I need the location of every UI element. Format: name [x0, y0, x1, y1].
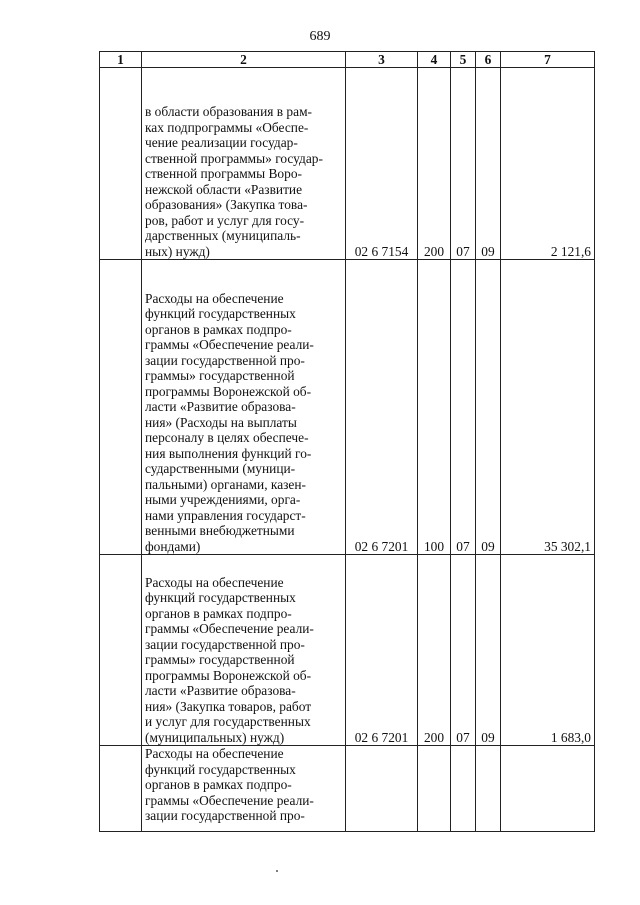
expense-type-cell	[418, 746, 451, 832]
description-line: Расходы на обеспечение	[145, 574, 284, 590]
description-line: органов в рамках подпро-	[145, 777, 292, 792]
table-row	[100, 260, 595, 555]
description-line: и услуг для государственных	[145, 714, 311, 729]
description-line: нами управления государст-	[145, 507, 306, 523]
description-line: граммы» государственной	[145, 368, 295, 383]
row-number-cell	[100, 746, 142, 832]
column-header-7: 7	[501, 52, 595, 68]
page-number: 689	[309, 29, 331, 44]
description-line: нежской области «Развитие	[145, 181, 303, 197]
description-line: сударственными (муници-	[145, 461, 296, 476]
description-line: чение реализации государ-	[145, 135, 298, 150]
description-cell	[142, 260, 346, 555]
expense-type-cell: 200	[418, 68, 451, 260]
description-line: функций государственных	[145, 590, 296, 605]
description-line: ственной программы» государ-	[145, 150, 323, 166]
row-number-cell	[100, 555, 142, 746]
table-row	[100, 68, 595, 260]
description-cell	[142, 68, 346, 260]
description-line: органов в рамках подпро-	[145, 321, 292, 337]
subsection-cell	[476, 746, 501, 832]
expense-type-cell: 200	[418, 555, 451, 746]
description-line: образования» (Закупка това-	[145, 197, 308, 212]
description-line: венными внебюджетными	[145, 523, 295, 538]
description-line: функций государственных	[145, 761, 296, 777]
description-line: ров, работ и услуг для госу-	[145, 212, 305, 228]
table-row	[100, 746, 595, 832]
description-line: программы Воронежской об-	[145, 667, 312, 683]
description-line: программы Воронежской об-	[145, 383, 312, 399]
description-line: органов в рамках подпро-	[145, 605, 292, 621]
column-header-2: 2	[142, 52, 346, 68]
section-cell: 07	[451, 260, 476, 555]
description-line: в области образования в рам-	[145, 104, 313, 119]
target-article-cell: 02 6 7154	[346, 68, 418, 260]
amount-cell: 2 121,6	[501, 68, 595, 260]
budget-table	[99, 51, 595, 832]
amount-cell	[501, 746, 595, 832]
section-cell	[451, 746, 476, 832]
description-cell	[142, 746, 346, 832]
subsection-cell: 09	[476, 68, 501, 260]
description-line: ния» (Закупка товаров, работ	[145, 698, 312, 714]
description-cell	[142, 555, 346, 746]
description-line: ния» (Расходы на выплаты	[145, 414, 297, 430]
scan-speck	[276, 870, 278, 872]
table-row	[100, 555, 595, 746]
column-header-1: 1	[100, 52, 142, 68]
description-line: граммы «Обеспечение реали-	[145, 621, 314, 636]
subsection-cell: 09	[476, 555, 501, 746]
description-line: ния выполнения функций го-	[145, 445, 312, 461]
description-line: фондами)	[145, 538, 201, 554]
column-header-4: 4	[418, 52, 451, 68]
description-line: ных) нужд)	[145, 243, 210, 259]
description-line: Расходы на обеспечение	[145, 290, 284, 306]
target-article-cell	[346, 746, 418, 832]
amount-cell: 1 683,0	[501, 555, 595, 746]
description-line: дарственных (муниципаль-	[145, 228, 301, 243]
row-number-cell	[100, 260, 142, 555]
subsection-cell: 09	[476, 260, 501, 555]
column-header-5: 5	[451, 52, 476, 68]
description-line: ласти «Развитие образова-	[145, 683, 296, 698]
description-line: ках подпрограммы «Обеспе-	[145, 119, 309, 135]
description-line: зации государственной про-	[145, 352, 305, 368]
description-line: ственной программы Воро-	[145, 166, 302, 181]
description-line: зации государственной про-	[145, 808, 305, 823]
column-header-3: 3	[346, 52, 418, 68]
header-row	[100, 52, 595, 68]
description-line: персоналу в целях обеспече-	[145, 430, 309, 445]
description-line: ными учреждениями, орга-	[145, 492, 301, 507]
expense-type-cell: 100	[418, 260, 451, 555]
description-line: граммы «Обеспечение реали-	[145, 337, 314, 352]
description-line: пальными) органами, казен-	[145, 476, 307, 492]
target-article-cell: 02 6 7201	[346, 260, 418, 555]
amount-cell: 35 302,1	[501, 260, 595, 555]
description-line: зации государственной про-	[145, 636, 305, 652]
column-header-6: 6	[476, 52, 501, 68]
description-line: Расходы на обеспечение	[145, 746, 284, 761]
description-line: граммы «Обеспечение реали-	[145, 792, 314, 808]
section-cell: 07	[451, 555, 476, 746]
description-line: граммы» государственной	[145, 652, 295, 667]
description-line: ласти «Развитие образова-	[145, 399, 296, 414]
target-article-cell: 02 6 7201	[346, 555, 418, 746]
description-line: функций государственных	[145, 306, 296, 321]
section-cell: 07	[451, 68, 476, 260]
description-line: (муниципальных) нужд)	[145, 729, 285, 745]
row-number-cell	[100, 68, 142, 260]
